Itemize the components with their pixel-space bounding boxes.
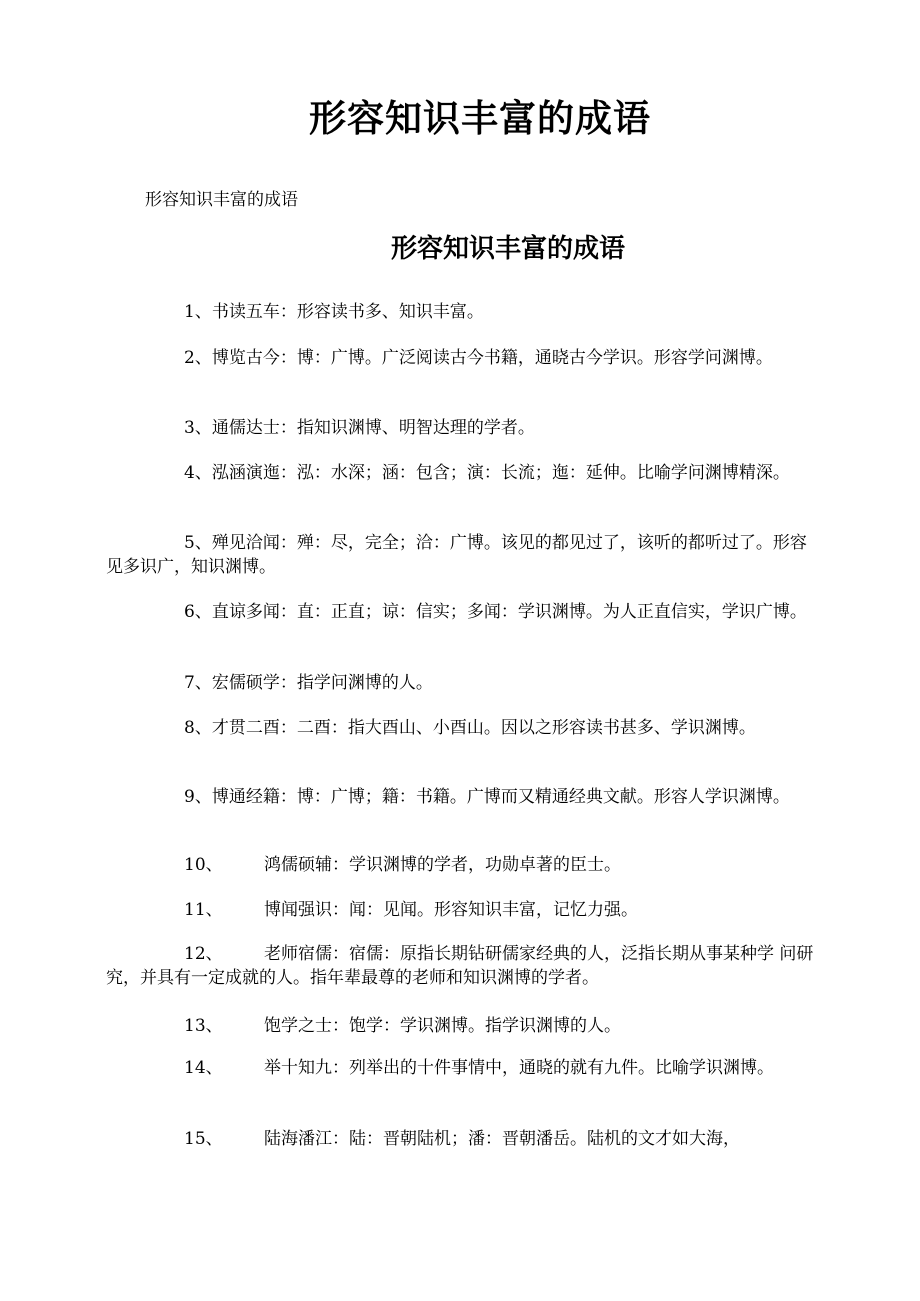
list-item (184, 853, 816, 877)
subtitle-small: 形容知识丰富的成语 (145, 190, 298, 210)
item-number: 6、 (184, 602, 212, 622)
item-text: 书读五车：形容读书多、知识丰富。 (211, 302, 484, 322)
item-text: 鸿儒硕辅：学识渊博的学者，功勋卓著的臣士。 (264, 855, 621, 875)
item-text: 博通经籍：博：广博；籍：书籍。广博而又精通经典文献。形容人学识渊博。 (211, 787, 790, 807)
list-item (184, 898, 816, 922)
list-item (106, 461, 816, 485)
section-title: 形容知识丰富的成语 (390, 234, 625, 264)
item-text: 直谅多闻：直：正直；谅：信实；多闻：学识渊博。为人正直信实，学识广博。 (211, 602, 807, 622)
item-number: 11、 (184, 900, 223, 920)
page-title: 形容知识丰富的成语 (309, 96, 651, 140)
list-item (184, 1014, 816, 1038)
item-text: 举十知九：列举出的十件事情中，通晓的就有九件。比喻学识渊博。 (264, 1058, 774, 1078)
item-text: 泓涵演迤：泓：水深；涵：包含；演：长流；迤：延伸。比喻学问渊博精深。 (211, 463, 790, 483)
item-number: 7、 (184, 673, 212, 693)
item-text: 博闻强识：闻：见闻。形容知识丰富，记忆力强。 (264, 900, 638, 920)
list-item (106, 531, 816, 579)
list-item (106, 785, 816, 809)
item-text: 陆海潘江：陆：晋朝陆机；潘：晋朝潘岳。陆机的文才如大海， (264, 1129, 740, 1149)
item-number: 3、 (184, 418, 212, 438)
item-number: 8、 (184, 718, 212, 738)
item-number: 12、 (184, 944, 223, 964)
list-item (106, 346, 816, 370)
item-number: 14、 (184, 1058, 223, 1078)
item-number: 10、 (184, 855, 223, 875)
item-number: 1、 (184, 302, 212, 322)
item-number: 2、 (184, 348, 212, 368)
list-item (106, 300, 816, 324)
list-item (106, 716, 816, 740)
item-number: 5、 (184, 533, 212, 553)
item-text: 宏儒硕学：指学问渊博的人。 (211, 673, 433, 693)
list-item (106, 416, 816, 440)
item-number: 4、 (184, 463, 212, 483)
list-item (184, 1056, 816, 1080)
item-text: 才贯二酉：二酉：指大酉山、小酉山。因以之形容读书甚多、学识渊博。 (211, 718, 756, 738)
item-text: 殚见洽闻：殚：尽，完全；洽：广博。该见的都见过了，该听的都听过了。形容见多识广，知识渊博。 (106, 533, 807, 577)
item-number: 9、 (184, 787, 212, 807)
list-item (184, 1127, 816, 1151)
item-number: 15、 (184, 1129, 223, 1149)
item-text: 老师宿儒：宿儒：原指长期钻研儒家经典的人，泛指长期从事某种学 问研究，并具有一定成就的人。指年辈最尊的老师和知识渊博的学者。 (106, 944, 814, 988)
item-text: 通儒达士：指知识渊博、明智达理的学者。 (211, 418, 535, 438)
list-item (106, 942, 816, 990)
item-text: 博览古今：博：广博。广泛阅读古今书籍，通晓古今学识。形容学问渊博。 (211, 348, 773, 368)
item-number: 13、 (184, 1016, 223, 1036)
list-item (106, 600, 816, 624)
item-text: 饱学之士：饱学：学识渊博。指学识渊博的人。 (264, 1016, 621, 1036)
list-item (106, 671, 816, 695)
